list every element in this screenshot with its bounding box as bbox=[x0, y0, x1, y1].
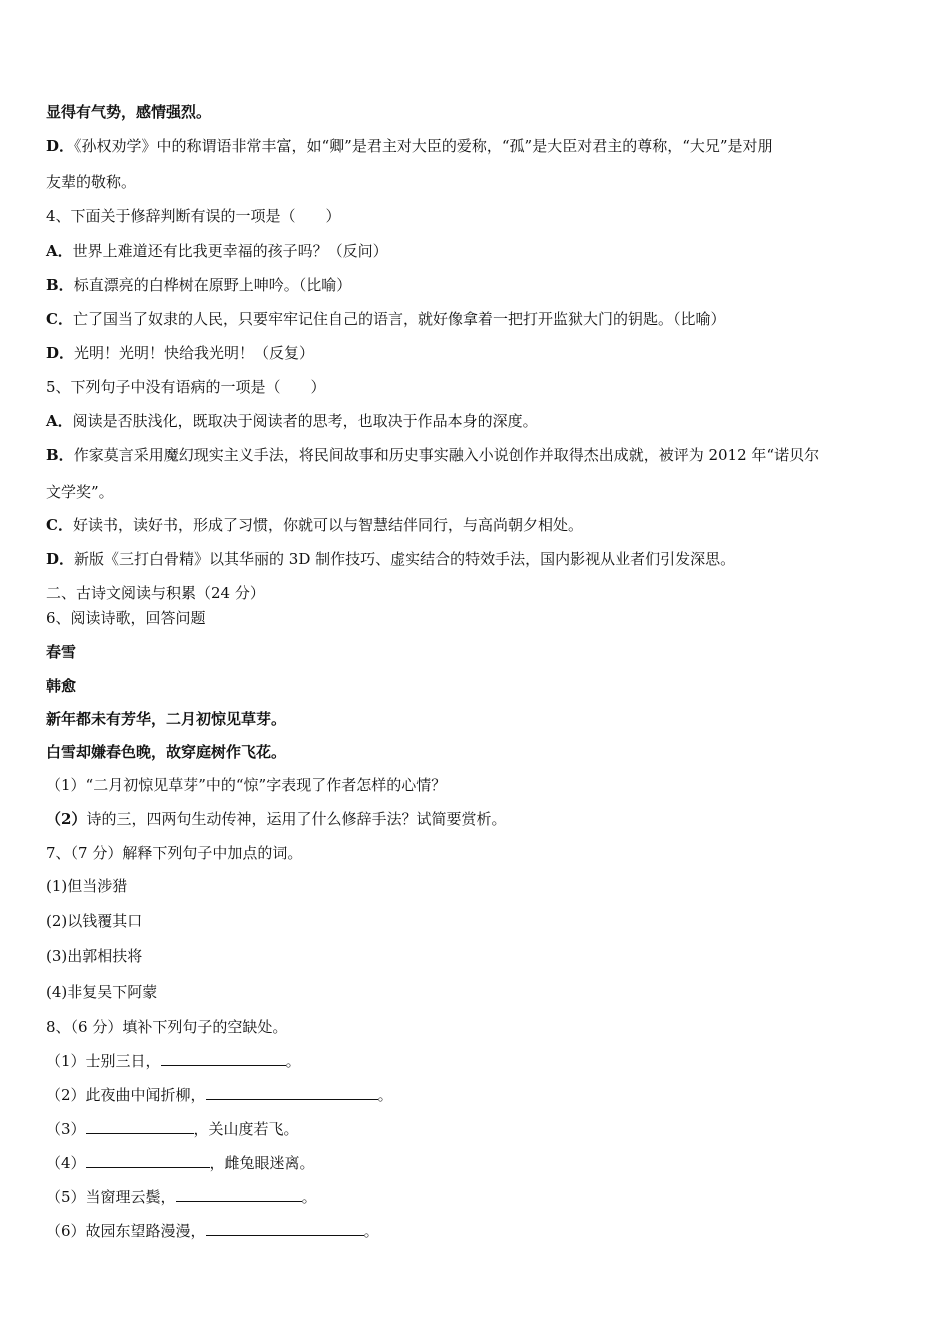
item-text-after: ，雌兔眼迷离。 bbox=[209, 1154, 315, 1172]
q3-option-d bbox=[46, 136, 773, 156]
q5-stem: 5、下列句子中没有语病的一项是（ ） bbox=[46, 378, 326, 396]
item-number: （6） bbox=[46, 1222, 86, 1240]
q6-sub2 bbox=[46, 809, 506, 829]
answer-blank[interactable] bbox=[176, 1187, 302, 1202]
item-text-before: 故园东望路漫漫， bbox=[85, 1222, 206, 1240]
option-text: 作家莫言采用魔幻现实主义手法，将民间故事和历史事实融入小说创作并取得杰出成就，被评为 2012 年“诺贝尔 bbox=[73, 446, 820, 464]
item-text-after: 。 bbox=[377, 1086, 393, 1104]
q8-item bbox=[46, 1187, 317, 1207]
item-number: （3） bbox=[46, 1120, 86, 1138]
item-number: （1） bbox=[46, 1052, 86, 1070]
item-number: （5） bbox=[46, 1188, 86, 1206]
option-text: 亡了国当了奴隶的人民，只要牢牢记住自己的语言，就好像拿着一把打开监狱大门的钥匙。（比喻） bbox=[72, 310, 726, 328]
answer-blank[interactable] bbox=[86, 1119, 194, 1134]
option-text: 标直漂亮的白桦树在原野上呻吟。（比喻） bbox=[73, 276, 352, 294]
item-text-after: ，关山度若飞。 bbox=[193, 1120, 299, 1138]
option-text: 世界上难道还有比我更幸福的孩子吗？（反问） bbox=[72, 242, 388, 260]
poem-title: 春雪 bbox=[46, 643, 77, 661]
q8-item bbox=[46, 1085, 393, 1105]
option-text: 《孙权劝学》中的称谓语非常丰富，如“卿”是君主对大臣的爱称，“孤”是大臣对君主的尊称，“大兄”是对朋 bbox=[74, 137, 773, 155]
option-label: D． bbox=[46, 344, 75, 362]
q6-stem: 6、阅读诗歌，回答问题 bbox=[46, 609, 206, 627]
q8-item bbox=[46, 1051, 301, 1071]
q5-option-b-cont: 文学奖”。 bbox=[46, 483, 114, 501]
answer-blank[interactable] bbox=[206, 1085, 378, 1100]
item-text-before: 此夜曲中闻折柳， bbox=[85, 1086, 206, 1104]
option-label: B． bbox=[46, 446, 74, 464]
option-label: D． bbox=[46, 550, 75, 568]
q5-option-d bbox=[46, 549, 735, 569]
sub-text: 诗的三，四两句生动传神，运用了什么修辞手法？试简要赏析。 bbox=[86, 810, 507, 828]
option-text: 阅读是否肤浅化，既取决于阅读者的思考，也取决于作品本身的深度。 bbox=[72, 412, 538, 430]
option-label: D． bbox=[46, 137, 75, 155]
q7-item: (3)出郭相扶将 bbox=[46, 947, 143, 965]
q4-option-b bbox=[46, 275, 351, 295]
item-number: （4） bbox=[46, 1154, 86, 1172]
option-label: C． bbox=[46, 516, 73, 534]
item-text-before: 士别三日， bbox=[85, 1052, 161, 1070]
option-label: B． bbox=[46, 276, 74, 294]
q5-option-a bbox=[46, 411, 538, 431]
q6-sub1: （1）“二月初惊见草芽”中的“惊”字表现了作者怎样的心情？ bbox=[46, 776, 447, 794]
option-label: C． bbox=[46, 310, 73, 328]
q5-option-b bbox=[46, 445, 819, 465]
answer-blank[interactable] bbox=[86, 1153, 210, 1168]
poem-line: 白雪却嫌春色晚，故穿庭树作飞花。 bbox=[46, 743, 287, 761]
q4-stem: 4、下面关于修辞判断有误的一项是（ ） bbox=[46, 207, 341, 225]
q7-stem: 7、（7 分）解释下列句子中加点的词。 bbox=[46, 844, 303, 862]
q3-tail: 显得有气势，感情强烈。 bbox=[46, 103, 212, 121]
option-label: A． bbox=[46, 412, 73, 430]
q3-option-d-cont: 友辈的敬称。 bbox=[46, 173, 137, 191]
q8-item bbox=[46, 1119, 299, 1139]
option-text: 光明！光明！快给我光明！（反复） bbox=[74, 344, 315, 362]
section-heading: 二、古诗文阅读与积累（24 分） bbox=[46, 584, 265, 602]
item-text-after: 。 bbox=[363, 1222, 379, 1240]
option-text: 好读书，读好书，形成了习惯，你就可以与智慧结伴同行，与高尚朝夕相处。 bbox=[72, 516, 583, 534]
q8-item bbox=[46, 1221, 379, 1241]
q7-item: (4)非复吴下阿蒙 bbox=[46, 983, 158, 1001]
answer-blank[interactable] bbox=[161, 1051, 286, 1066]
option-label: A． bbox=[46, 242, 73, 260]
item-text-before: 当窗理云鬓， bbox=[85, 1188, 176, 1206]
q4-option-a bbox=[46, 241, 388, 261]
q4-option-d bbox=[46, 343, 314, 363]
poem-line: 新年都未有芳华，二月初惊见草芽。 bbox=[46, 710, 287, 728]
q5-option-c bbox=[46, 515, 583, 535]
sub-number: （2） bbox=[46, 810, 87, 828]
item-number: （2） bbox=[46, 1086, 86, 1104]
q7-item: (1)但当涉猎 bbox=[46, 877, 128, 895]
q8-stem: 8、（6 分）填补下列句子的空缺处。 bbox=[46, 1018, 288, 1036]
option-text: 新版《三打白骨精》以其华丽的 3D 制作技巧、虚实结合的特效手法，国内影视从业者们引发深思。 bbox=[74, 550, 736, 568]
q7-item: (2)以钱覆其口 bbox=[46, 912, 143, 930]
answer-blank[interactable] bbox=[206, 1221, 364, 1236]
q4-option-c bbox=[46, 309, 725, 329]
item-text-after: 。 bbox=[285, 1052, 301, 1070]
poem-author: 韩愈 bbox=[46, 677, 77, 695]
q8-item bbox=[46, 1153, 315, 1173]
item-text-after: 。 bbox=[301, 1188, 317, 1206]
